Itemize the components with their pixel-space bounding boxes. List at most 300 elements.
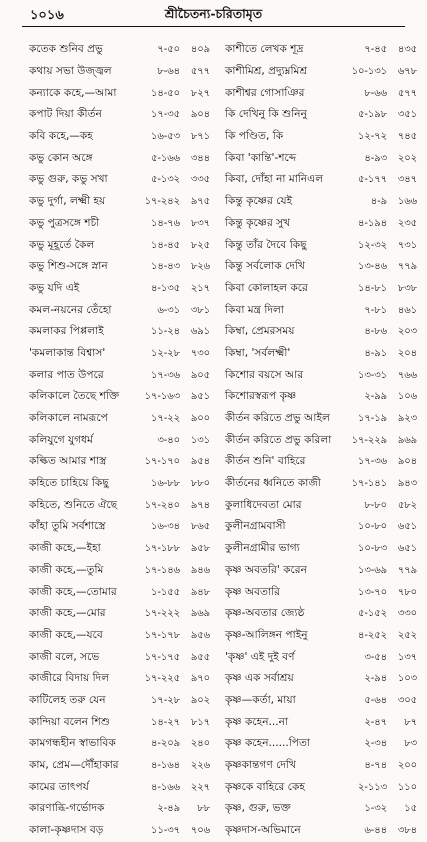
entry-page-number: ১৫ bbox=[404, 803, 417, 815]
entry-page-number: ৭৩১ bbox=[397, 239, 417, 251]
entry-text: কিন্তু তাঁর দৈবে কিছু bbox=[225, 238, 307, 251]
entry-reference: ১৭-১৪৬ bbox=[144, 564, 180, 576]
entry-page-number: ১০৩ bbox=[397, 673, 417, 685]
entry-text: কিন্তু সর্বলোক দেখি bbox=[225, 260, 305, 273]
index-entry bbox=[217, 756, 419, 778]
entry-page-number: ৩৩৫ bbox=[190, 174, 210, 186]
entry-page-number: ২২৬ bbox=[190, 760, 210, 772]
index-entry bbox=[8, 365, 210, 387]
index-entry bbox=[217, 105, 419, 127]
entry-text: কারণাব্ধি-গর্ভোদক bbox=[29, 802, 105, 815]
entry-text: কবি কহে,—কহ bbox=[29, 130, 93, 143]
entry-text: কমলাকর পিপ্পলাই bbox=[29, 325, 104, 338]
index-entry bbox=[8, 105, 210, 127]
entry-text: কৃষ্ণ-অবতার জ্যেষ্ঠ bbox=[225, 607, 305, 620]
entry-page-number: ৮৮০ bbox=[190, 478, 210, 490]
entry-reference: ৫-১৬৬ bbox=[151, 152, 180, 164]
entry-page-number: ৬৭৮ bbox=[397, 66, 417, 78]
entry-text: কিম্বা, প্রেমরসময় bbox=[225, 325, 295, 338]
entry-reference: ৪-৭৪ bbox=[364, 760, 387, 772]
entry-text: কন্যাকে কহে,—আমা bbox=[29, 86, 117, 99]
index-entry bbox=[217, 561, 419, 583]
entry-reference: ১২-২৮ bbox=[151, 347, 180, 359]
index-entry bbox=[217, 582, 419, 604]
entry-reference: ৫-১৭৭ bbox=[358, 174, 387, 186]
entry-page-number: ৩৪৪ bbox=[190, 152, 210, 164]
entry-text: কিবা 'কান্তি'-শব্দে bbox=[225, 151, 297, 164]
index-entry bbox=[8, 40, 210, 62]
entry-reference: ৪-২০৯ bbox=[151, 738, 180, 750]
index-entry bbox=[217, 669, 419, 691]
entry-reference: ২-৯৪ bbox=[364, 673, 387, 685]
entry-reference: ৪-২৫২ bbox=[358, 629, 387, 641]
entry-reference: ২-১১৩ bbox=[358, 781, 387, 793]
entry-reference: ৪-১৬৪ bbox=[151, 760, 180, 772]
entry-reference: ৭-৫০ bbox=[157, 44, 180, 56]
index-entry bbox=[217, 300, 419, 322]
entry-page-number: ৯০৪ bbox=[190, 109, 210, 121]
entry-page-number: ২২৭ bbox=[190, 781, 210, 793]
entry-page-number: ৯২৩ bbox=[397, 413, 417, 425]
entry-page-number: ৬৯১ bbox=[190, 326, 210, 338]
index-entry bbox=[8, 192, 210, 214]
entry-reference: ৪-৯৩ bbox=[364, 152, 387, 164]
entry-page-number: ৫৭৭ bbox=[190, 66, 210, 78]
entry-page-number: ৯৪৬ bbox=[190, 564, 210, 576]
index-entry bbox=[217, 192, 419, 214]
index-entry bbox=[217, 734, 419, 756]
entry-reference: ১৩-৭০ bbox=[357, 586, 387, 598]
entry-page-number: ৭৬৬ bbox=[397, 369, 417, 381]
entry-reference: ১৪-৪৫ bbox=[151, 239, 180, 251]
entry-page-number: ৯৫৮ bbox=[190, 543, 210, 555]
index-entry bbox=[8, 279, 210, 301]
entry-page-number: ৩৫১ bbox=[397, 109, 417, 121]
entry-reference: ১৭-১৭০ bbox=[144, 456, 180, 468]
entry-text: কুলাধিদেবতা মোর bbox=[225, 498, 302, 511]
index-entry bbox=[8, 734, 210, 756]
entry-reference: ৩-৪০ bbox=[157, 434, 180, 446]
index-columns bbox=[8, 40, 419, 842]
entry-text: কামের তাৎপর্য bbox=[29, 780, 89, 793]
entry-reference: ১৭-২২ bbox=[150, 413, 180, 425]
entry-page-number: ৭৭৯ bbox=[397, 261, 417, 273]
index-entry bbox=[8, 669, 210, 691]
entry-reference: ১৩-৬৯ bbox=[358, 564, 387, 576]
entry-text: কাজীরে বিদায় দিল bbox=[29, 672, 110, 685]
entry-text: কৃষ্ণ—কর্তা, মায়া bbox=[225, 693, 296, 706]
entry-reference: ৫-১৫২ bbox=[358, 608, 387, 620]
entry-text: কলার পাত উপরে bbox=[29, 368, 104, 381]
index-entry bbox=[217, 148, 419, 170]
entry-reference: ৫-১৯৮ bbox=[358, 109, 387, 121]
entry-page-number: ১০৬ bbox=[397, 391, 417, 403]
index-entry bbox=[8, 474, 210, 496]
index-entry bbox=[8, 257, 210, 279]
entry-reference: ১৭-১৭৮ bbox=[144, 629, 180, 641]
index-entry bbox=[8, 821, 210, 842]
entry-text: 'কমলাকান্ত বিশ্বাস' bbox=[29, 346, 106, 359]
entry-page-number: ৮৩৭ bbox=[190, 217, 210, 229]
entry-page-number: ৯৭৪ bbox=[190, 499, 210, 511]
index-entry bbox=[8, 756, 210, 778]
index-entry bbox=[8, 691, 210, 713]
entry-page-number: ৯৭৫ bbox=[190, 196, 210, 208]
index-entry bbox=[217, 712, 419, 734]
entry-page-number: ২০৪ bbox=[397, 347, 417, 359]
entry-page-number: ৯০০ bbox=[190, 413, 210, 425]
entry-page-number: ৬৫১ bbox=[397, 521, 417, 533]
entry-reference: ১৭-২৪২ bbox=[144, 196, 180, 208]
entry-reference: ১০-৮৩ bbox=[358, 543, 387, 555]
index-entry bbox=[217, 235, 419, 257]
entry-page-number: ২৩৫ bbox=[397, 217, 417, 229]
index-entry bbox=[217, 387, 419, 409]
entry-page-number: ৩০৫ bbox=[397, 694, 417, 706]
page-header bbox=[8, 0, 419, 30]
index-entry bbox=[217, 127, 419, 149]
entry-reference: ১২-৩২ bbox=[357, 239, 387, 251]
header-rule bbox=[22, 26, 405, 27]
entry-reference: ১-১৫৫ bbox=[151, 586, 180, 598]
entry-reference: ৬-৩১ bbox=[157, 304, 180, 316]
entry-text: কপাট দিয়া কীর্তন bbox=[29, 108, 102, 121]
entry-page-number: ৩৩০ bbox=[397, 608, 417, 620]
entry-reference: ১৭-২২২ bbox=[144, 608, 180, 620]
entry-page-number: ২৪০ bbox=[190, 738, 210, 750]
entry-page-number: ২০০ bbox=[397, 760, 417, 772]
entry-page-number: ৯৫৫ bbox=[190, 651, 210, 663]
entry-text: কালা-কৃষ্ণদাস বড় bbox=[29, 824, 104, 837]
index-column-right bbox=[217, 40, 419, 842]
entry-text: কলিযুগে যুগধর্ম bbox=[29, 433, 93, 446]
index-entry bbox=[8, 83, 210, 105]
entry-text: কিশোরস্বরূপ কৃষ্ণ bbox=[225, 390, 297, 403]
entry-text: কাম, প্রেম—দৌঁহাকার bbox=[29, 759, 119, 772]
entry-page-number: ৯৪৮ bbox=[190, 586, 210, 598]
entry-text: কুলীনগ্রামবাসী bbox=[225, 520, 286, 533]
index-entry bbox=[217, 517, 419, 539]
entry-text: কভু দুর্গা, লক্ষ্মী হয় bbox=[29, 195, 106, 208]
entry-text: কভু গুরু, কভু সখা bbox=[29, 173, 108, 186]
entry-text: কুলীনগ্রামীর ভাগ্য bbox=[225, 542, 300, 555]
entry-reference: ১৪-২৭ bbox=[151, 716, 180, 728]
entry-reference: ১৬-৮৮ bbox=[151, 478, 180, 490]
entry-page-number: ১১০ bbox=[397, 781, 417, 793]
entry-reference: ৭-৪৫ bbox=[364, 44, 387, 56]
entry-page-number: ৮৭ bbox=[404, 716, 417, 728]
entry-text: কৃষ্ণকান্তগণ দেখি bbox=[225, 759, 296, 772]
index-entry bbox=[217, 344, 419, 366]
index-entry bbox=[8, 127, 210, 149]
entry-text: কাজী কহে,—তোমার bbox=[29, 585, 117, 598]
entry-text: কীর্তন শুনি' বাহিরে bbox=[225, 455, 306, 468]
entry-reference: ৪-১৩৫ bbox=[151, 282, 180, 294]
index-entry bbox=[217, 604, 419, 626]
entry-text: কিন্তু কৃষ্ণের সুখ bbox=[225, 216, 291, 229]
entry-page-number: ৯৬৯ bbox=[397, 434, 417, 446]
entry-page-number: ৩৮১ bbox=[190, 304, 210, 316]
index-entry bbox=[217, 474, 419, 496]
index-entry bbox=[8, 322, 210, 344]
index-entry bbox=[217, 322, 419, 344]
index-entry bbox=[8, 430, 210, 452]
entry-text: কৃষ্ণ কহেন......পিতা bbox=[225, 737, 310, 750]
entry-text: কহিতে, শুনিতে ঐছে bbox=[29, 498, 118, 511]
entry-text: কাশীশ্বর গোসাঞির bbox=[225, 86, 305, 99]
entry-text: কভু শিশু-সঙ্গে স্নান bbox=[29, 260, 108, 273]
entry-reference: ১৪-৫০ bbox=[151, 87, 180, 99]
entry-text: কতেক শুনিব প্রভু bbox=[29, 43, 103, 56]
index-entry bbox=[217, 40, 419, 62]
entry-page-number: ৪০৯ bbox=[190, 44, 210, 56]
entry-reference: ৪-৯১ bbox=[364, 347, 387, 359]
entry-reference: ১০-১৩১ bbox=[351, 66, 387, 78]
entry-page-number: ৯৫৪ bbox=[190, 456, 210, 468]
index-entry bbox=[217, 62, 419, 84]
entry-text: কিবা, দোঁহা না মানিএল bbox=[225, 173, 324, 186]
entry-page-number: ৯৫৬ bbox=[190, 629, 210, 641]
index-entry bbox=[8, 148, 210, 170]
index-entry bbox=[217, 799, 419, 821]
entry-reference: ১৭-৩৫ bbox=[151, 109, 180, 121]
entry-text: কৃষ্ণ কহেন...না bbox=[225, 715, 289, 728]
entry-text: কীর্তনের ধ্বনিতে কাজী bbox=[225, 477, 321, 490]
entry-text: কাশীমিশ্র, প্রদ্যুম্নমিশ্র bbox=[225, 65, 308, 78]
entry-text: কাজী কহে,—মোর bbox=[29, 607, 106, 620]
entry-reference: ১১-২৪ bbox=[151, 326, 180, 338]
entry-page-number: ৭৮০ bbox=[397, 586, 417, 598]
entry-reference: ১৪-৭৬ bbox=[151, 217, 180, 229]
entry-text: কাজী কহে,—ইহা bbox=[29, 542, 101, 555]
entry-page-number: ৭৩০ bbox=[190, 347, 210, 359]
entry-text: কৃষ্ণদাস-অভিমানে bbox=[225, 824, 301, 837]
entry-page-number: ২৫২ bbox=[397, 629, 417, 641]
entry-reference: ১৩-৩১ bbox=[358, 369, 387, 381]
entry-text: 'কৃষ্ণ' এই দুই বর্ণ bbox=[225, 650, 295, 663]
running-title: শ্রীচৈতন্য-চরিতামৃত bbox=[164, 6, 263, 21]
index-entry bbox=[217, 214, 419, 236]
entry-reference: ৫-১৩২ bbox=[151, 174, 180, 186]
entry-page-number: ৪৩৫ bbox=[397, 44, 417, 56]
index-entry bbox=[217, 279, 419, 301]
entry-text: কি পণ্ডিত, কি bbox=[225, 130, 284, 143]
index-entry bbox=[8, 235, 210, 257]
entry-text: কৃষ্ণ অবতরি' করেন bbox=[225, 563, 307, 576]
entry-page-number: ৩৪৭ bbox=[397, 174, 417, 186]
entry-reference: ১৭-১৭৫ bbox=[144, 651, 180, 663]
entry-text: কভু মূহূর্তে কৈল bbox=[29, 238, 95, 251]
page-number: ১০১৬ bbox=[30, 8, 64, 23]
entry-page-number: ৯৭০ bbox=[190, 673, 210, 685]
index-entry bbox=[8, 517, 210, 539]
entry-text: কান্দিয়া বলেন শিশু bbox=[29, 715, 110, 728]
index-entry bbox=[217, 452, 419, 474]
entry-page-number: ২০২ bbox=[397, 152, 417, 164]
entry-page-number: ৮২৭ bbox=[190, 87, 210, 99]
entry-text: কৃষ্ণ, গুরু, ভক্ত bbox=[225, 802, 291, 815]
entry-text: কিবা কোলাহল করে bbox=[225, 281, 308, 294]
entry-page-number: ৮২৫ bbox=[190, 239, 210, 251]
entry-page-number: ৩৮৪ bbox=[397, 825, 417, 837]
entry-reference: ১৭-২৪০ bbox=[144, 499, 180, 511]
entry-page-number: ১৩৭ bbox=[397, 651, 417, 663]
index-entry bbox=[217, 365, 419, 387]
entry-text: কৃষ্ণ অবতারি bbox=[225, 585, 280, 598]
index-entry bbox=[217, 409, 419, 431]
entry-reference: ২-৯৯ bbox=[364, 391, 387, 403]
index-entry bbox=[8, 582, 210, 604]
entry-reference: ৪-৯ bbox=[370, 196, 387, 208]
entry-text: কৃষ্ণকে বাহিরে কেহ bbox=[225, 780, 305, 793]
entry-page-number: ১৬৬ bbox=[397, 196, 417, 208]
entry-text: কাজী বলে, সভে bbox=[29, 650, 100, 663]
index-entry bbox=[217, 821, 419, 842]
index-entry bbox=[217, 495, 419, 517]
entry-text: কভু পুত্রসঙ্গে শচী bbox=[29, 216, 100, 229]
entry-page-number: ৭০৬ bbox=[190, 825, 210, 837]
entry-text: কিম্বা, 'সর্বলক্ষ্মী' bbox=[225, 346, 291, 359]
index-entry bbox=[217, 539, 419, 561]
index-entry bbox=[8, 539, 210, 561]
entry-reference: ৬-৪৪ bbox=[364, 825, 387, 837]
index-entry bbox=[8, 387, 210, 409]
index-entry bbox=[8, 712, 210, 734]
index-entry bbox=[8, 604, 210, 626]
entry-reference: ৪-১৬৬ bbox=[151, 781, 180, 793]
entry-text: কমল-নয়নের তেঁহো bbox=[29, 303, 112, 316]
entry-reference: ১৭-১৪১ bbox=[351, 478, 387, 490]
entry-reference: ৪-১৯৪ bbox=[358, 217, 387, 229]
entry-reference: ১৬-৫৩ bbox=[151, 131, 180, 143]
entry-reference: ১৩-৪৬ bbox=[358, 261, 387, 273]
entry-reference: ১৭-৩৬ bbox=[357, 456, 387, 468]
entry-reference: ১৭-১৮৮ bbox=[144, 543, 180, 555]
index-entry bbox=[217, 691, 419, 713]
index-column-left bbox=[8, 40, 210, 842]
entry-reference: ১৪-৪৩ bbox=[151, 261, 180, 273]
entry-page-number: ৪৬১ bbox=[397, 304, 417, 316]
index-entry bbox=[8, 409, 210, 431]
entry-reference: ২-৪৭ bbox=[364, 716, 387, 728]
entry-text: কৃষ্ণ-আলিঙ্গন পাইনু bbox=[225, 628, 308, 641]
entry-text: কথায় সভা উজ্জ্বল bbox=[29, 65, 112, 78]
index-entry bbox=[8, 495, 210, 517]
entry-reference: ১-৩২ bbox=[364, 803, 387, 815]
entry-text: কিবা মন্ত্র দিলা bbox=[225, 303, 284, 316]
entry-reference: ৮-৮০ bbox=[364, 499, 387, 511]
entry-text: কি দেখিনু কি শুনিনু bbox=[225, 108, 307, 121]
entry-reference: ১৭-২২৫ bbox=[144, 673, 180, 685]
entry-text: কিশোর বয়সে আর bbox=[225, 368, 304, 381]
entry-page-number: ৯৪৩ bbox=[397, 478, 417, 490]
entry-text: কভু যদি এই bbox=[29, 281, 80, 294]
entry-page-number: ৮৬৫ bbox=[190, 521, 210, 533]
index-entry bbox=[8, 300, 210, 322]
entry-reference: ১৭-৩৬ bbox=[150, 369, 180, 381]
entry-reference: ৫-৬৪ bbox=[364, 694, 387, 706]
entry-page-number: ১৩১ bbox=[190, 434, 210, 446]
entry-page-number: ৫৮২ bbox=[397, 499, 417, 511]
entry-reference: ১২-৭২ bbox=[357, 131, 387, 143]
entry-text: কল্কিত আমার শাস্ত্র bbox=[29, 455, 107, 468]
entry-reference: ২-৪৯ bbox=[157, 803, 180, 815]
index-entry bbox=[217, 777, 419, 799]
index-entry bbox=[217, 83, 419, 105]
entry-page-number: ৯০৫ bbox=[190, 369, 210, 381]
index-entry bbox=[8, 626, 210, 648]
entry-page-number: ২১৭ bbox=[190, 282, 210, 294]
entry-page-number: ৫৭৭ bbox=[397, 87, 417, 99]
entry-page-number: ৮৩৮ bbox=[397, 282, 417, 294]
entry-reference: ১৭-২৮ bbox=[151, 694, 180, 706]
index-entry bbox=[217, 170, 419, 192]
entry-text: কলিকালে নামরূপে bbox=[29, 412, 108, 425]
entry-page-number: ৭৪৫ bbox=[397, 131, 417, 143]
index-entry bbox=[8, 647, 210, 669]
entry-page-number: ৮২৬ bbox=[190, 261, 210, 273]
entry-reference: ১৭-১৬৩ bbox=[144, 391, 180, 403]
index-entry bbox=[217, 257, 419, 279]
entry-reference: ৮-৬৬ bbox=[364, 87, 387, 99]
entry-page-number: ২০৩ bbox=[397, 326, 417, 338]
entry-reference: ১৭-১৯ bbox=[358, 413, 387, 425]
entry-text: কভু কোন অঙ্গে bbox=[29, 151, 93, 164]
index-entry bbox=[8, 62, 210, 84]
entry-page-number: ৭৭৯ bbox=[397, 564, 417, 576]
entry-page-number: ৯০৪ bbox=[397, 456, 417, 468]
entry-text: কাশীতে লেখক শূদ্র bbox=[225, 43, 304, 56]
entry-text: কিন্তু কৃষ্ণের যেই bbox=[225, 195, 293, 208]
entry-reference: ১৬-৩৪ bbox=[151, 521, 180, 533]
entry-text: কাটিলেহ তরু যেন bbox=[29, 693, 106, 706]
index-entry bbox=[8, 344, 210, 366]
entry-reference: ৪-৮৬ bbox=[364, 326, 387, 338]
entry-reference: ৩-৫৪ bbox=[364, 651, 387, 663]
index-entry bbox=[217, 626, 419, 648]
entry-reference: ১৭-২২৯ bbox=[351, 434, 387, 446]
entry-reference: ৮-৬৪ bbox=[157, 66, 180, 78]
entry-page-number: ৮১৭ bbox=[190, 716, 210, 728]
entry-reference: ১০-৮০ bbox=[358, 521, 387, 533]
entry-page-number: ৯৫১ bbox=[190, 391, 210, 403]
entry-text: কলিকালে তৈছে শক্তি bbox=[29, 390, 120, 403]
entry-reference: ১১-৩৭ bbox=[151, 825, 180, 837]
entry-text: কাজী কহে,—তুমি bbox=[29, 563, 104, 576]
entry-text: কীর্তন করিতে প্রভু আইল bbox=[225, 412, 330, 425]
entry-text: কাজী কহে,—যবে bbox=[29, 628, 103, 641]
entry-text: কৃষ্ণ এক সর্বাশ্রয় bbox=[225, 672, 294, 685]
entry-text: কীর্তন করিতে প্রভু করিলা bbox=[225, 433, 332, 446]
entry-text: কামগন্ধহীন স্বাভাবিক bbox=[29, 737, 116, 750]
entry-reference: ৭-৮১ bbox=[364, 304, 387, 316]
entry-reference: ১৪-৮১ bbox=[358, 282, 387, 294]
index-entry bbox=[8, 799, 210, 821]
entry-page-number: ৯০২ bbox=[190, 694, 210, 706]
index-entry bbox=[8, 452, 210, 474]
index-entry bbox=[8, 561, 210, 583]
entry-text: কহিতে চাহিয়ে কিছু bbox=[29, 477, 109, 490]
entry-page-number: ৬৫১ bbox=[397, 543, 417, 555]
entry-page-number: ৮৭১ bbox=[190, 131, 210, 143]
entry-text: কাঁহা তুমি সর্বশাস্ত্রে bbox=[29, 520, 106, 533]
index-entry bbox=[217, 430, 419, 452]
index-entry bbox=[217, 647, 419, 669]
index-entry bbox=[8, 214, 210, 236]
entry-page-number: ৮৩ bbox=[404, 738, 417, 750]
index-entry bbox=[8, 170, 210, 192]
index-entry bbox=[8, 777, 210, 799]
